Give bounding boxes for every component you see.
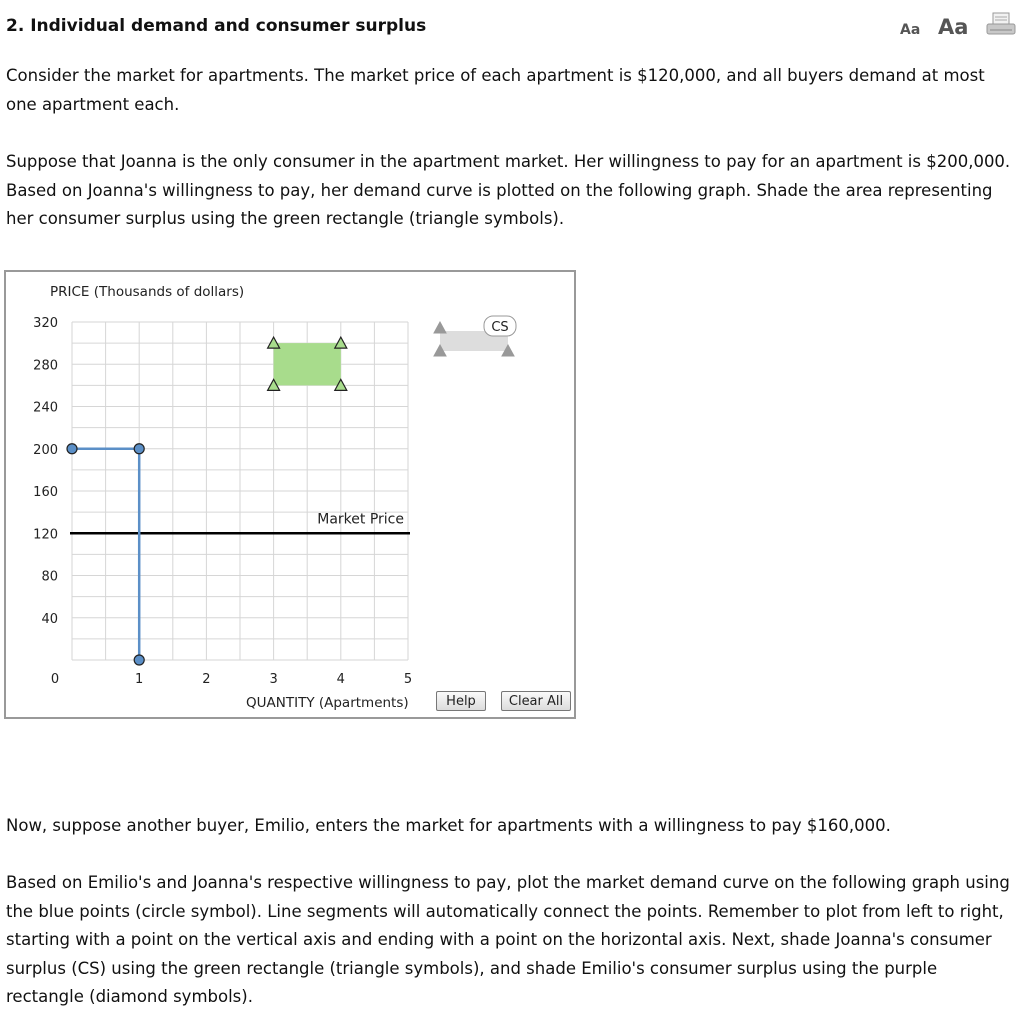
y-tick-label: 160	[33, 485, 58, 500]
cs-tag-label: CS	[491, 320, 509, 335]
x-tick-label: 3	[269, 672, 278, 687]
cs-palette[interactable]	[434, 316, 516, 356]
emilio-paragraph: Now, suppose another buyer, Emilio, enters the market for apartments with a willingness to pay $160,000.	[6, 816, 891, 835]
y-tick-label: 320	[33, 316, 58, 331]
page-title: 2. Individual demand and consumer surplus	[6, 16, 427, 36]
intro-paragraph: Consider the market for apartments. The market price of each apartment is $120,000, and all buyers demand at most one apartment each.	[6, 66, 985, 114]
market-price-label: Market Price	[317, 511, 404, 528]
y-tick-label: 280	[33, 358, 58, 374]
demand-point[interactable]	[134, 444, 144, 454]
demand-graph[interactable]	[6, 272, 578, 721]
font-size-large-button[interactable]: Aa	[938, 15, 969, 39]
y-tick-label: 40	[41, 611, 58, 627]
clear-all-button[interactable]: Clear All	[501, 691, 571, 711]
graph-panel[interactable]	[4, 270, 576, 719]
y-tick-label: 200	[33, 442, 58, 458]
x-tick-label: 5	[403, 672, 413, 687]
x-tick-label: 2	[202, 672, 211, 687]
y-tick-label: 120	[33, 527, 58, 543]
y-tick-label: 240	[33, 400, 58, 416]
joanna-paragraph: Suppose that Joanna is the only consumer in the apartment market. Her willingness to pay for an apartment is $200,000. Based on Joanna's willingness to pay, her demand curve is plotted on the following graph. Shade the area representing her consumer surplus using the green rectangle (triangle symbols).	[6, 152, 1011, 228]
palette-triangle-icon	[434, 322, 446, 333]
x-tick-label: 0	[50, 672, 60, 687]
font-size-small-button[interactable]: Aa	[900, 22, 921, 38]
demand-point[interactable]	[67, 444, 77, 454]
x-tick-label: 1	[135, 672, 144, 687]
cs-rectangle[interactable]	[274, 343, 341, 385]
print-icon[interactable]	[986, 12, 1016, 36]
help-button[interactable]: Help	[436, 691, 486, 711]
instructions-paragraph: Based on Emilio's and Joanna's respective willingness to pay, plot the market demand curve on the following graph using the blue points (circle symbol). Line segments will automatically connect the points. Remember to plot from left to right, starting with a point on the vertical axis and ending with a point on the horizontal axis. Next, shade Joanna's consumer surplus (CS) using the green rectangle (triangle symbols), and shade Emilio's consumer surplus using the purple rectangle (diamond symbols).	[6, 873, 1010, 1006]
y-axis-label: PRICE (Thousands of dollars)	[50, 284, 245, 300]
demand-point[interactable]	[134, 655, 144, 665]
y-tick-label: 80	[41, 569, 58, 585]
x-tick-label: 4	[336, 672, 345, 687]
x-axis-label: QUANTITY (Apartments)	[246, 695, 409, 711]
